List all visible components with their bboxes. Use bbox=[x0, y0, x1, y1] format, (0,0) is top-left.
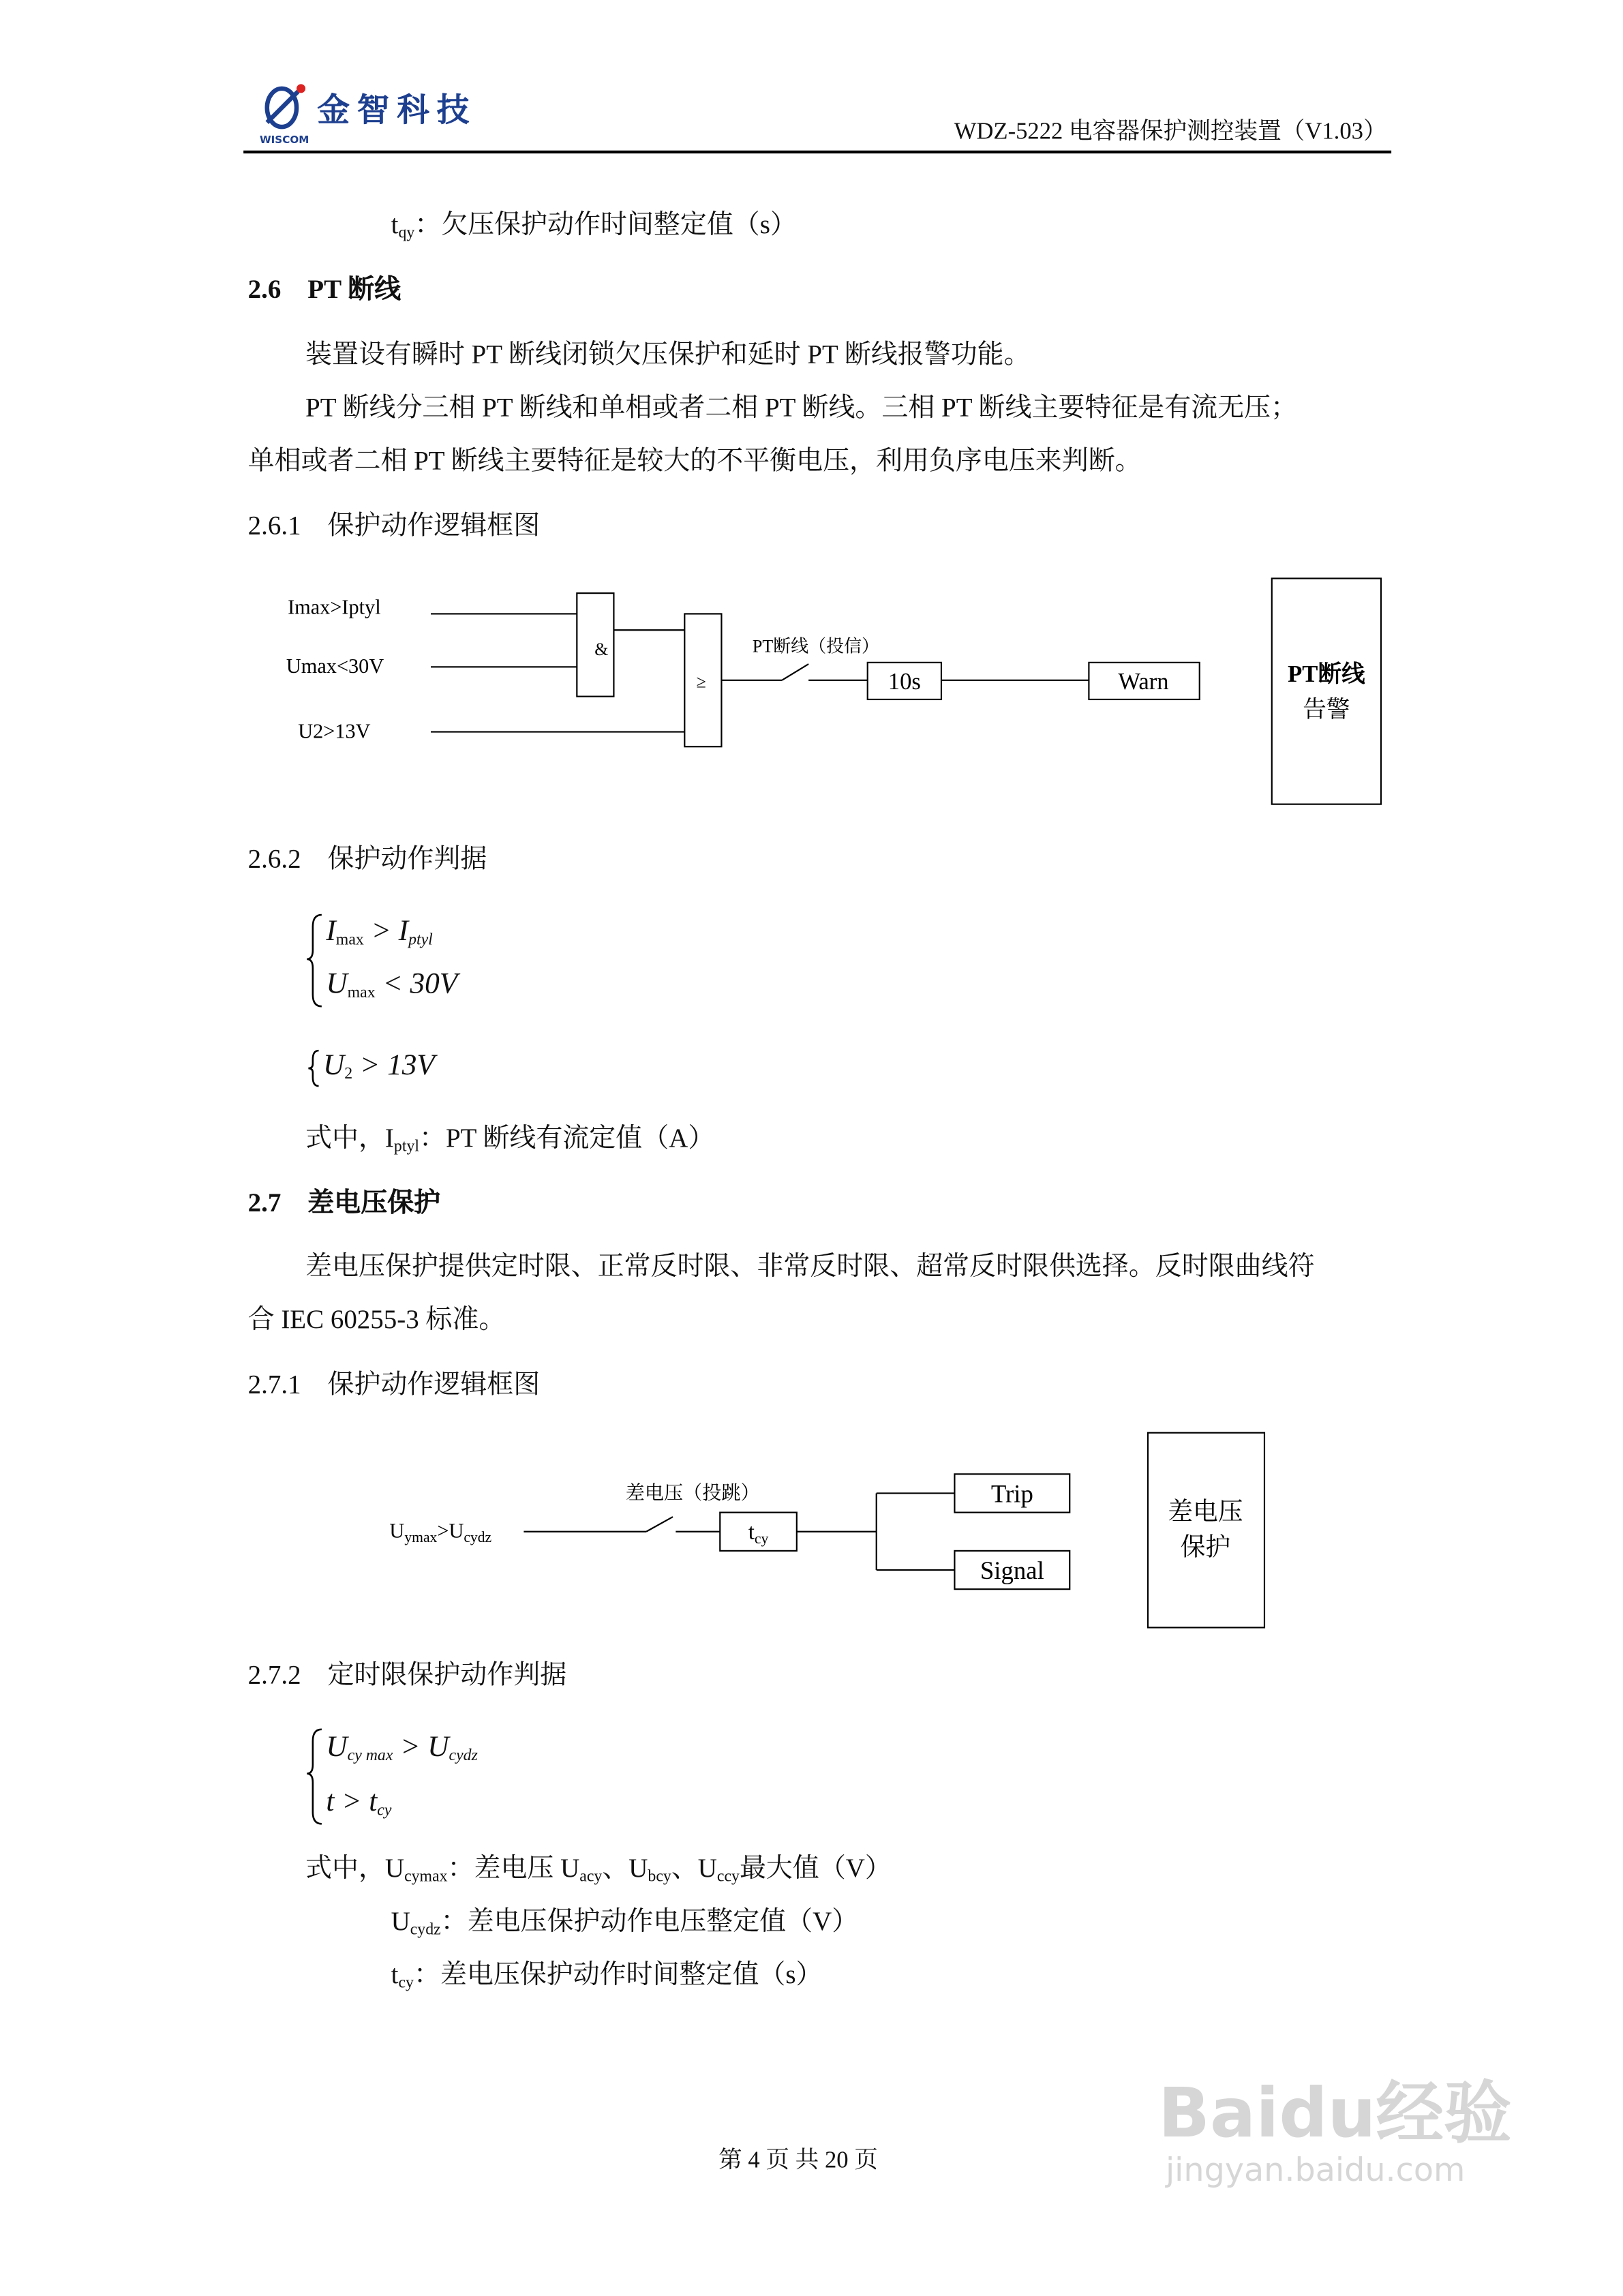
subsection-2-7-2: 2.7.2 定时限保护动作判据 bbox=[247, 1660, 567, 1690]
delay-label: 10s bbox=[888, 668, 921, 695]
and-label: & bbox=[594, 639, 609, 660]
formula: $U_{max} < 30V$ bbox=[326, 967, 458, 1002]
subsection-2-7-1: 2.7.1 保护动作逻辑框图 bbox=[247, 1369, 541, 1399]
section-2-7-heading: 2.7 差电压保护 bbox=[247, 1188, 441, 1218]
switch-icon bbox=[646, 1517, 673, 1532]
switch-label: PT断线（投信） bbox=[752, 636, 880, 656]
brace-icon bbox=[308, 1051, 318, 1086]
formula: $t > t_{cy}$ bbox=[326, 1785, 392, 1819]
input-label: U2>13V bbox=[298, 719, 371, 743]
result-label: 差电压 bbox=[1168, 1497, 1243, 1526]
logo-text: 金智科技 bbox=[317, 93, 477, 130]
paragraph: 差电压保护提供定时限、正常反时限、非常反时限、超常反时限供选择。反时限曲线符 bbox=[305, 1251, 1315, 1281]
watermark-url: jingyan.baidu.com bbox=[1165, 2153, 1466, 2190]
subsection-2-6-1: 2.6.1 保护动作逻辑框图 bbox=[247, 510, 541, 541]
paragraph: 装置设有瞬时 PT 断线闭锁欠压保护和延时 PT 断线报警功能。 bbox=[305, 339, 1031, 369]
formula-note: 式中，$U_{cymax}$：差电压 $U_{acy}$、$U_{bcy}$、$U_{ccy}$最大值（V） bbox=[305, 1853, 892, 1886]
switch-label: 差电压（投跳） bbox=[625, 1483, 760, 1505]
result-label: 告警 bbox=[1303, 696, 1350, 723]
subsection-2-6-2: 2.6.2 保护动作判据 bbox=[247, 844, 487, 874]
watermark bbox=[1158, 2073, 1511, 2191]
formula: $I_{max} > I_{ptyl}$ bbox=[326, 914, 433, 949]
brace-icon bbox=[307, 915, 322, 1006]
paragraph: PT 断线分三相 PT 断线和单相或者二相 PT 断线。三相 PT 断线主要特征是有流无压； bbox=[305, 392, 1298, 423]
result-box bbox=[1272, 578, 1381, 804]
doc-title: WDZ-5222 电容器保护测控装置（V1.03） bbox=[954, 119, 1387, 145]
watermark-brand: Baidu经验 bbox=[1158, 2073, 1512, 2154]
input-label: $U_{ymax}>U_{cydz}$ bbox=[389, 1519, 492, 1545]
input-label: Imax>Iptyl bbox=[288, 595, 381, 619]
input-label: Umax<30V bbox=[286, 654, 384, 678]
result-box bbox=[1148, 1433, 1264, 1628]
tqy-definition: $t_{qy}$：欠压保护动作时间整定值（s） bbox=[391, 209, 797, 242]
logo-en: WISCOM bbox=[259, 134, 309, 147]
paragraph: 单相或者二相 PT 断线主要特征是较大的不平衡电压，利用负序电压来判断。 bbox=[247, 445, 1142, 475]
signal-label: Signal bbox=[980, 1556, 1044, 1585]
formula-note: $t_{cy}$：差电压保护动作时间整定值（s） bbox=[391, 1959, 823, 1993]
formula: $U_2 > 13V$ bbox=[323, 1048, 435, 1083]
trip-label: Trip bbox=[990, 1479, 1033, 1508]
delay-label: $t_{cy}$ bbox=[748, 1520, 769, 1547]
switch-icon bbox=[782, 664, 808, 680]
result-label: PT断线 bbox=[1288, 661, 1365, 687]
formula-note: 式中，$I_{ptyl}$：PT 断线有流定值（A） bbox=[305, 1123, 715, 1155]
result-label: 保护 bbox=[1180, 1532, 1231, 1561]
formula: $U_{cy max} > U_{cydz}$ bbox=[326, 1730, 478, 1765]
paragraph: 合 IEC 60255-3 标准。 bbox=[247, 1304, 506, 1334]
warn-label: Warn bbox=[1118, 668, 1169, 695]
brace-icon bbox=[307, 1729, 322, 1824]
formula-note: $U_{cydz}$：差电压保护动作电压整定值（V） bbox=[391, 1906, 859, 1939]
section-2-6-heading: 2.6 PT 断线 bbox=[247, 274, 401, 304]
or-label: ≥ bbox=[696, 671, 706, 692]
page-footer: 第 4 页 共 20 页 bbox=[718, 2148, 878, 2174]
